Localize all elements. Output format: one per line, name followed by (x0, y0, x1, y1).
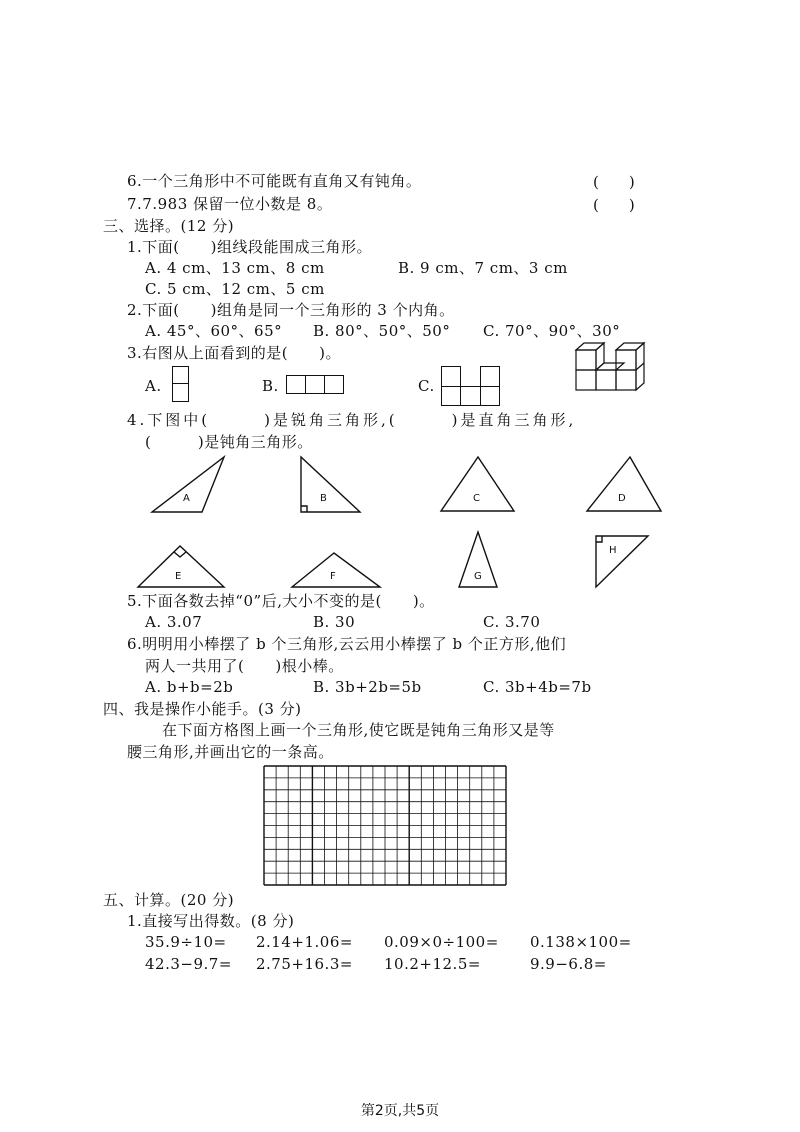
calc-expression: 9.9−6.8= (530, 955, 607, 973)
page-footer: 第2页,共5页 (360, 1103, 440, 1119)
triangle-label: G (474, 571, 482, 582)
calc-expression: 2.75+16.3= (256, 955, 353, 973)
choice-q2-stem: 2.下面( )组角是同一个三角形的 3 个内角。 (127, 301, 455, 319)
judge-item-7: 7.7.983 保留一位小数是 8。 (127, 195, 333, 213)
choice-q5-option-c: C. 3.70 (483, 613, 541, 631)
choice-q2-option-c: C. 70°、90°、30° (483, 322, 621, 340)
choice-q4-line1: 4.下图中( )是锐角三角形,( )是直角三角形, (127, 411, 577, 429)
section-title-calculation: 五、计算。(20 分) (103, 891, 235, 909)
answer-paren[interactable]: ( ) (593, 196, 635, 214)
triangle-d (584, 454, 664, 514)
choice-q1-option-a: A. 4 cm、13 cm、8 cm (145, 259, 325, 277)
triangle-label: C (473, 493, 480, 504)
triangle-label: D (618, 493, 626, 504)
triangle-f (290, 551, 382, 589)
operation-instruction-line1: 在下面方格图上画一个三角形,使它既是钝角三角形又是等 (162, 721, 555, 739)
answer-paren[interactable]: ( ) (593, 173, 635, 191)
judge-item-6: 6.一个三角形中不可能既有直角又有钝角。 (127, 172, 422, 190)
triangle-a (150, 454, 230, 514)
option-c-view (441, 366, 500, 406)
choice-q4-line2: ( )是钝角三角形。 (145, 433, 313, 451)
triangle-e (136, 543, 226, 589)
triangle-b (298, 454, 364, 516)
choice-q2-option-a: A. 45°、60°、65° (145, 322, 283, 340)
operation-instruction-line2: 腰三角形,并画出它的一条高。 (127, 743, 334, 761)
triangle-h (592, 533, 652, 589)
calc-expression: 0.138×100= (530, 933, 632, 951)
option-b-view (286, 375, 344, 394)
triangle-label: A (183, 493, 190, 504)
choice-q6-option-b: B. 3b+2b=5b (313, 678, 422, 696)
calc-expression: 10.2+12.5= (384, 955, 481, 973)
choice-q1-stem: 1.下面( )组线段能围成三角形。 (127, 238, 373, 256)
choice-q5-stem: 5.下面各数去掉“0”后,大小不变的是( )。 (127, 592, 435, 610)
choice-q5-option-b: B. 30 (313, 613, 356, 631)
choice-q6-line2: 两人一共用了( )根小棒。 (145, 657, 344, 675)
triangle-label: F (330, 571, 336, 582)
calc-expression: 2.14+1.06= (256, 933, 353, 951)
choice-q3-option-b: B. (262, 377, 279, 395)
cube-stack-figure (574, 340, 654, 404)
calc-q1-title: 1.直接写出得数。(8 分) (127, 912, 295, 930)
section-title-operation: 四、我是操作小能手。(3 分) (103, 700, 302, 718)
drawing-grid[interactable] (263, 765, 507, 886)
choice-q1-option-b: B. 9 cm、7 cm、3 cm (398, 259, 568, 277)
triangle-label: H (609, 545, 617, 556)
calc-expression: 42.3−9.7= (145, 955, 232, 973)
triangle-c (438, 454, 518, 514)
choice-q6-option-a: A. b+b=2b (145, 678, 234, 696)
choice-q3-option-a: A. (145, 377, 162, 395)
choice-q1-option-c: C. 5 cm、12 cm、5 cm (145, 280, 325, 298)
triangle-label: B (320, 493, 327, 504)
triangle-g (456, 530, 500, 590)
option-a-view (172, 366, 189, 402)
choice-q3-stem: 3.右图从上面看到的是( )。 (127, 344, 342, 362)
triangle-label: E (175, 571, 182, 582)
choice-q5-option-a: A. 3.07 (145, 613, 203, 631)
choice-q2-option-b: B. 80°、50°、50° (313, 322, 451, 340)
choice-q3-option-c: C. (418, 377, 435, 395)
calc-expression: 35.9÷10= (145, 933, 227, 951)
choice-q6-option-c: C. 3b+4b=7b (483, 678, 592, 696)
choice-q6-line1: 6.明明用小棒摆了 b 个三角形,云云用小棒摆了 b 个正方形,他们 (127, 635, 567, 653)
section-title-choice: 三、选择。(12 分) (103, 217, 235, 235)
calc-expression: 0.09×0÷100= (384, 933, 499, 951)
